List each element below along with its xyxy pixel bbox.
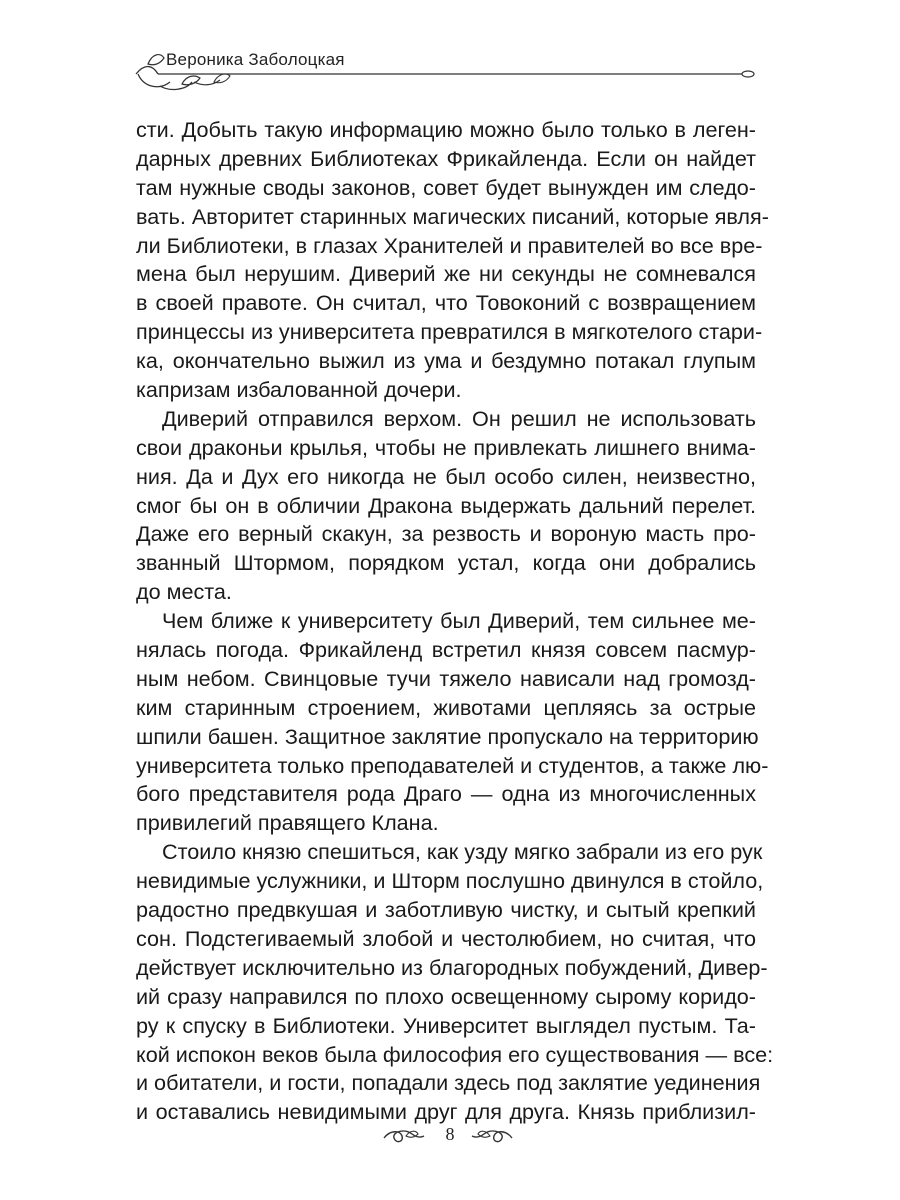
text-line: и обитатели, и гости, попадали здесь под заклятие уединения <box>136 1070 761 1096</box>
text-line: сти. Добыть такую информацию можно было только в леген- <box>136 117 756 142</box>
text-line: нялась погода. Фрикайленд встретил князя совсем пасмур- <box>136 637 756 663</box>
text-line: мена был нерушим. Диверий же ни секунды не сомневался <box>136 261 756 287</box>
text-line: до места. <box>136 579 232 605</box>
text-line: бого представителя рода Драго — одна из многочисленных <box>136 781 756 807</box>
author-name: Вероника Заболоцкая <box>166 50 345 69</box>
text-line: ния. Да и Дух его никогда не был особо силен, неизвестно, <box>136 463 756 489</box>
page-body <box>136 116 774 1127</box>
running-header <box>130 44 760 104</box>
text-line: смог бы он в обличии Дракона выдержать дальний перелет. <box>136 492 756 518</box>
text-line: ным небом. Свинцовые тучи тяжело нависали над громозд- <box>136 665 756 691</box>
paragraph-2 <box>136 405 756 607</box>
text-line: ка, окончательно выжил из ума и бездумно потакал глупым <box>136 348 756 374</box>
text-line: дарных древних Библиотеках Фрикайленда. Если он найдет <box>136 145 756 171</box>
text-line: Даже его верный скакун, за резвость и вороную масть про- <box>136 521 756 547</box>
text-line: Чем ближе к университету был Диверий, тем сильнее ме- <box>162 608 756 634</box>
text-line: шпили башен. Защитное заклятие пропускало на территорию <box>136 723 759 749</box>
text-line: в своей правоте. Он считал, что Товоконий с возвращением <box>136 290 756 316</box>
text-line: ру к спуску в Библиотеки. Университет выглядел пустым. Та- <box>136 1012 756 1038</box>
left-flourish-icon <box>382 1126 426 1146</box>
page-number: 8 <box>445 1124 455 1144</box>
text-line: свои драконьи крылья, чтобы не привлекать лишнего внима- <box>136 434 756 460</box>
text-line: сон. Подстегиваемый злобой и честолюбием, но считая, что <box>136 925 756 951</box>
text-line: кой испокон веков была философия его существования — все: <box>136 1041 774 1067</box>
paragraph-1 <box>136 116 769 405</box>
paragraph-4 <box>136 838 774 1127</box>
paragraph-3 <box>136 607 769 838</box>
text-line: ий сразу направился по плохо освещенному сырому коридо- <box>136 983 756 1009</box>
page-footer <box>380 1118 520 1158</box>
text-line: вать. Авторитет старинных магических писаний, которые явля- <box>136 203 769 229</box>
right-flourish-icon <box>470 1126 514 1146</box>
text-line: университета только преподавателей и студентов, а также лю- <box>136 752 769 778</box>
text-line: званный Штормом, порядком устал, когда они добрались <box>136 550 756 576</box>
text-line: Диверий отправился верхом. Он решил не использовать <box>162 405 756 431</box>
text-line: действует исключительно из благородных побуждений, Дивер- <box>136 954 768 980</box>
text-line: там нужные своды законов, совет будет вынужден им следо- <box>136 174 756 200</box>
text-line: привилегий правящего Клана. <box>136 810 439 836</box>
text-line: капризам избалованной дочери. <box>136 377 462 403</box>
text-line: Стоило князю спешиться, как узду мягко забрали из его рук <box>162 839 763 865</box>
text-line: принцессы из университета превратился в мягкотелого стари- <box>136 319 763 345</box>
text-line: радостно предвкушая и заботливую чистку, и сытый крепкий <box>136 897 756 923</box>
text-line: ким старинным строением, животами цепляясь за острые <box>136 694 756 720</box>
text-line: и оставались невидимыми друг для друга. Князь приблизил- <box>136 1099 756 1125</box>
text-line: невидимые услужники, и Шторм послушно двинулся в стойло, <box>136 868 764 894</box>
text-line: ли Библиотеки, в глазах Хранителей и правителей во все вре- <box>136 232 763 258</box>
